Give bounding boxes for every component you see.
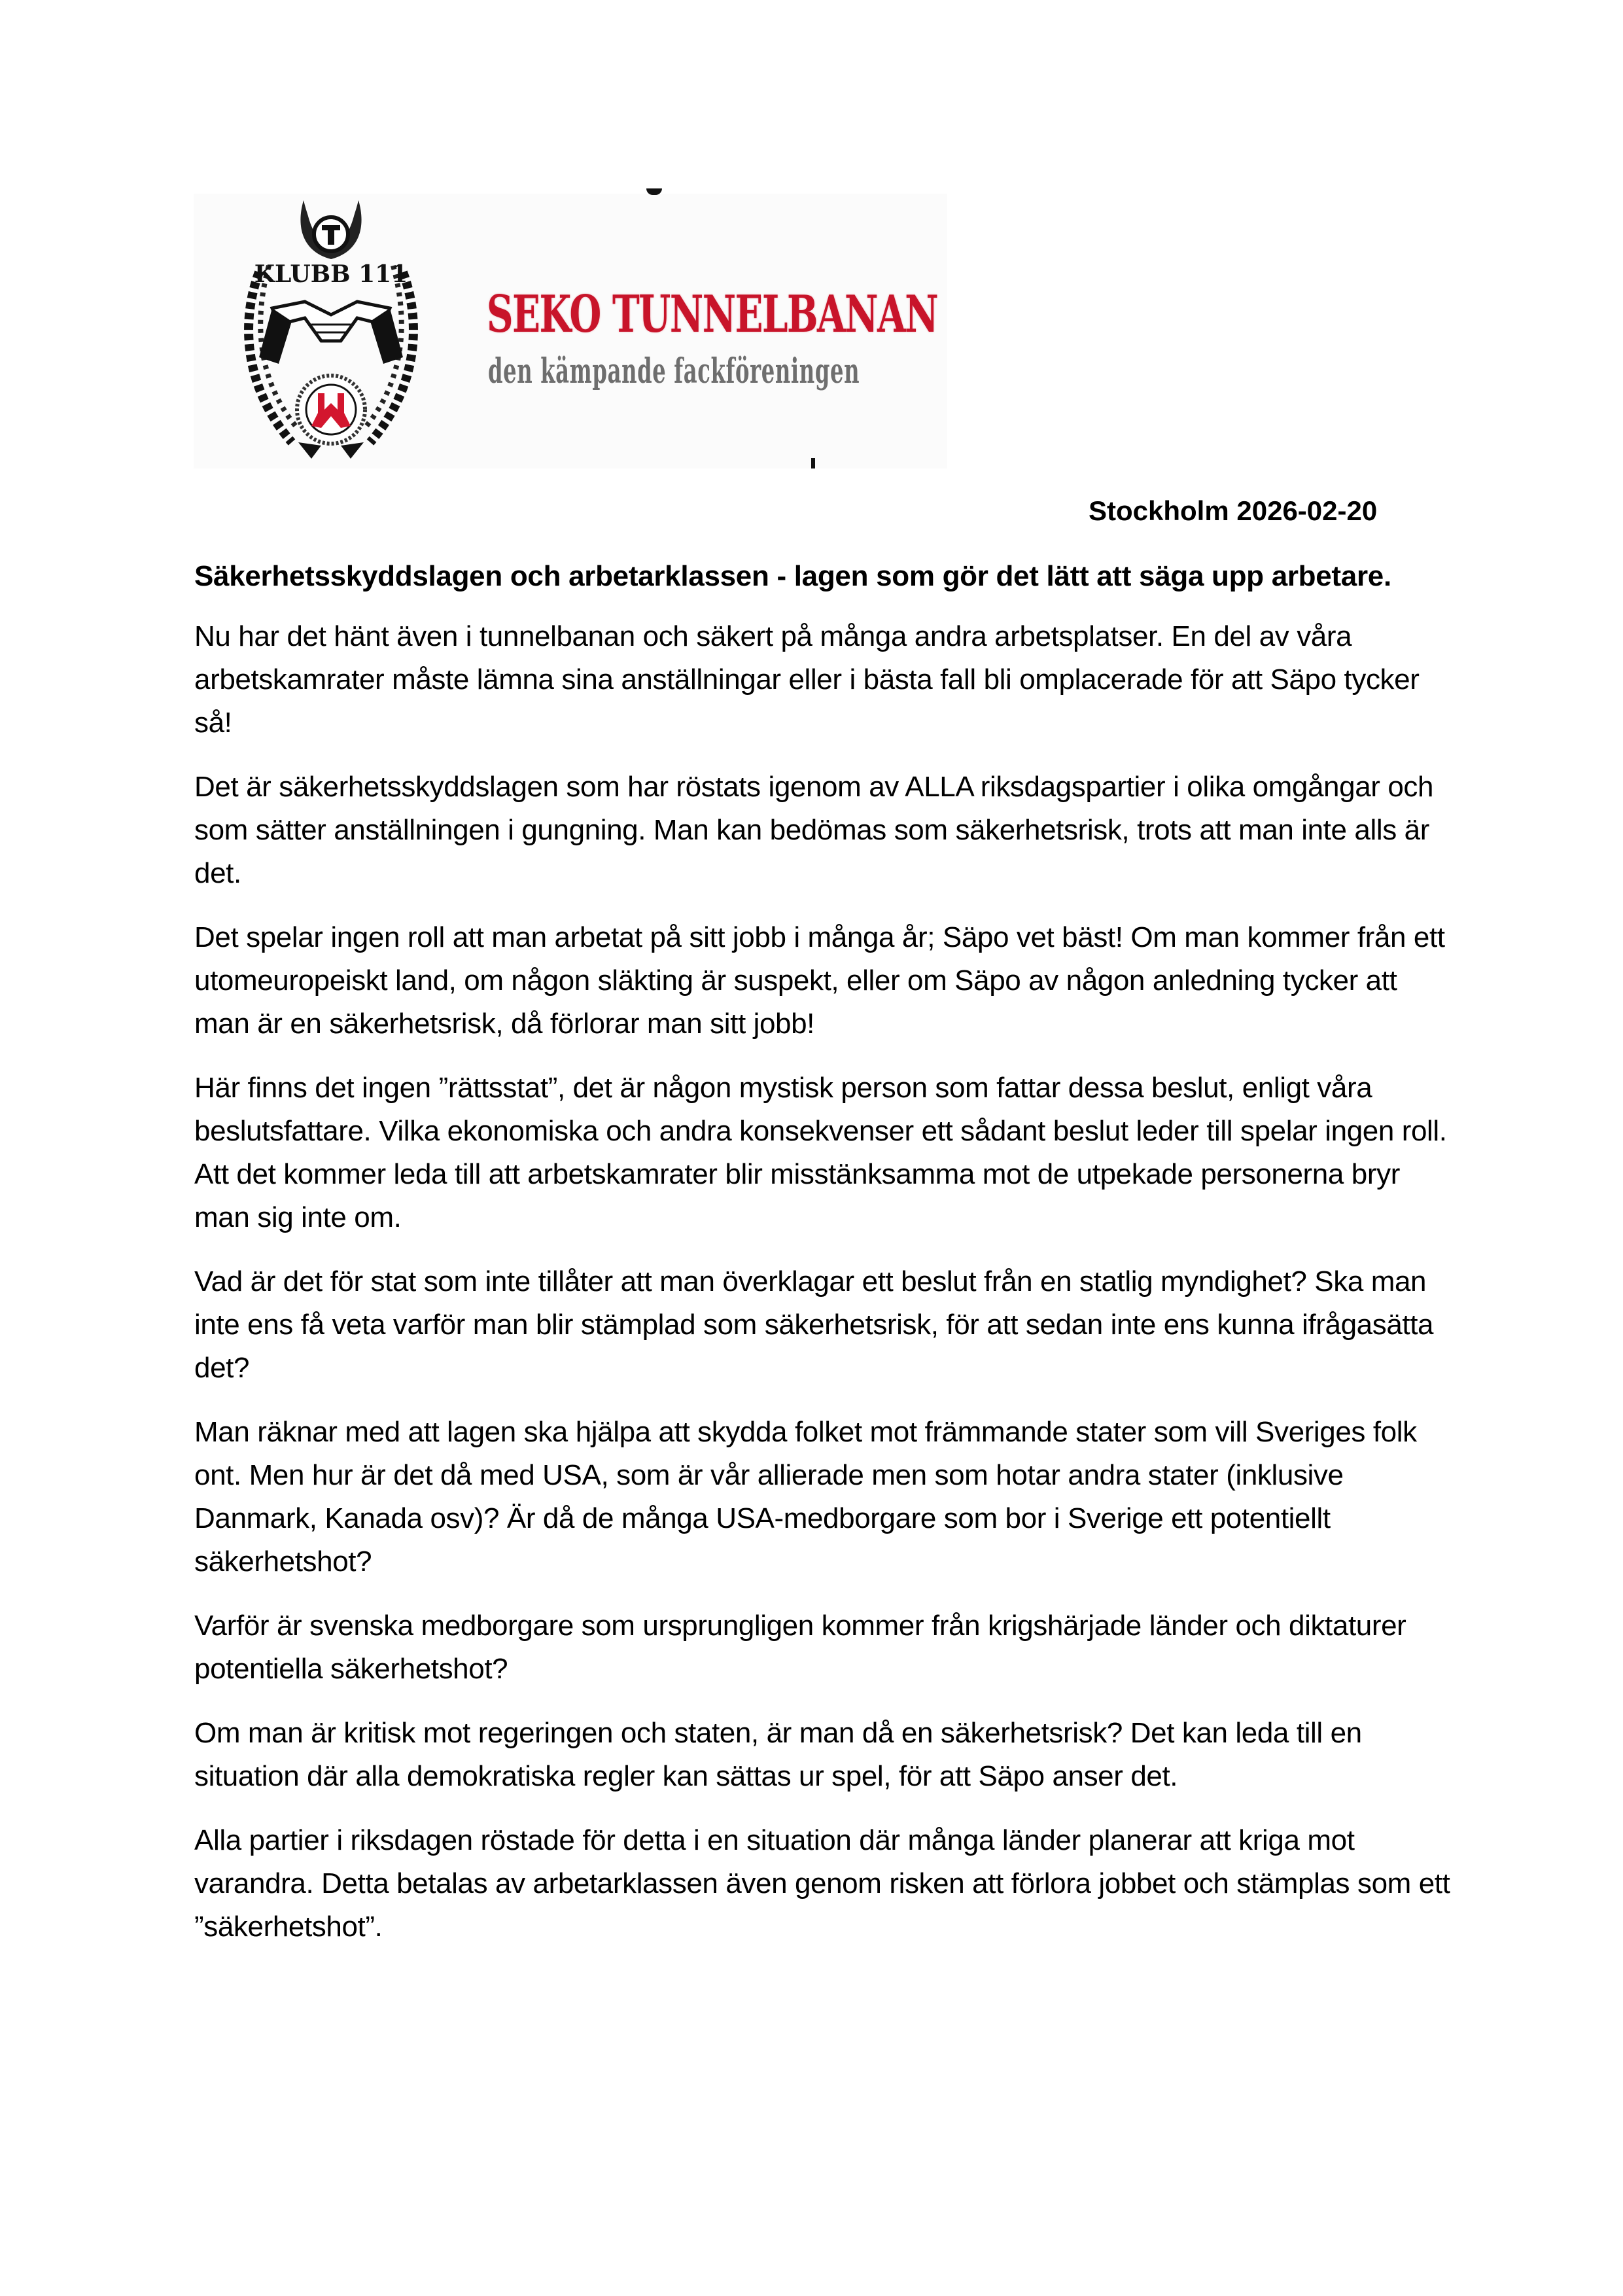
paragraph: Alla partier i riksdagen röstade för detta i en situation där många länder planerar att kriga mot varandra. Detta betalas av arbetarklassen även genom risken att förlora jobbet och stämplas som ett ”säkerhetshot”. [194, 1824, 1450, 1943]
paragraph: Varför är svenska medborgare som ursprungligen kommer från krigshärjade länder och diktaturer potentiella säkerhetshot? [194, 1610, 1406, 1685]
paragraph: Här finns det ingen ”rättsstat”, det är någon mystisk person som fattar dessa beslut, enligt våra beslutsfattare. Vilka ekonomiska och andra konsekvenser ett sådant beslut leder till spelar ingen roll. Att det kommer leda till att arbetskamrater blir misstänksamma mot de utpekade personerna bryr man sig inte om. [194, 1072, 1447, 1233]
paragraph: Det är säkerhetsskyddslagen som har röstats igenom av ALLA riksdagspartier i olika omgångar och som sätter anställningen i gungning. Man kan bedömas som säkerhetsrisk, trots att man inte alls är det. [194, 771, 1434, 889]
paragraph: Vad är det för stat som inte tillåter att man överklagar ett beslut från en statlig myndighet? Ska man inte ens få veta varför man blir stämplad som säkerhetsrisk, för att sedan inte ens kunna ifrågasätta det? [194, 1265, 1434, 1384]
brand-title: SEKO TUNNELBANAN [487, 285, 938, 344]
paragraph: Man räknar med att lagen ska hjälpa att skydda folket mot främmande stater som vill Sveriges folk ont. Men hur är det då med USA, som är vår allierade men som hotar andra stater (inklusive Danmark, Kanada osv)? Är då de många USA-medborgare som bor i Sverige ett potentiellt säkerhetshot? [194, 1416, 1417, 1578]
paragraph: Nu har det hänt även i tunnelbanan och säkert på många andra arbetsplatser. En del av våra arbetskamrater måste lämna sina anställningar eller i bästa fall bli omplacerade för att Säpo tycker så! [194, 620, 1420, 739]
headline: Säkerhetsskyddslagen och arbetarklassen - lagen som gör det lätt att säga upp arbetare. [194, 560, 1391, 592]
letter-body [194, 555, 1450, 1969]
union-emblem-icon [233, 194, 429, 468]
scan-artifact-mark [646, 188, 662, 195]
emblem-text: KLUBB 111 [254, 260, 408, 288]
dateline: Stockholm 2026-02-20 [1089, 495, 1378, 526]
brand-tagline: den kämpande fackföreningen [488, 351, 860, 391]
scan-artifact-mark [811, 458, 815, 468]
paragraph: Det spelar ingen roll att man arbetat på sitt jobb i många år; Säpo vet bäst! Om man kommer från ett utomeuropeiskt land, om någon släkting är suspekt, eller om Säpo av någon anledning tycker att man är en säkerhetsrisk, då förlorar man sitt jobb! [194, 921, 1445, 1040]
letterhead-logo [194, 194, 947, 468]
paragraph: Om man är kritisk mot regeringen och staten, är man då en säkerhetsrisk? Det kan leda till en situation där alla demokratiska regler kan sättas ur spel, för att Säpo anser det. [194, 1717, 1362, 1792]
